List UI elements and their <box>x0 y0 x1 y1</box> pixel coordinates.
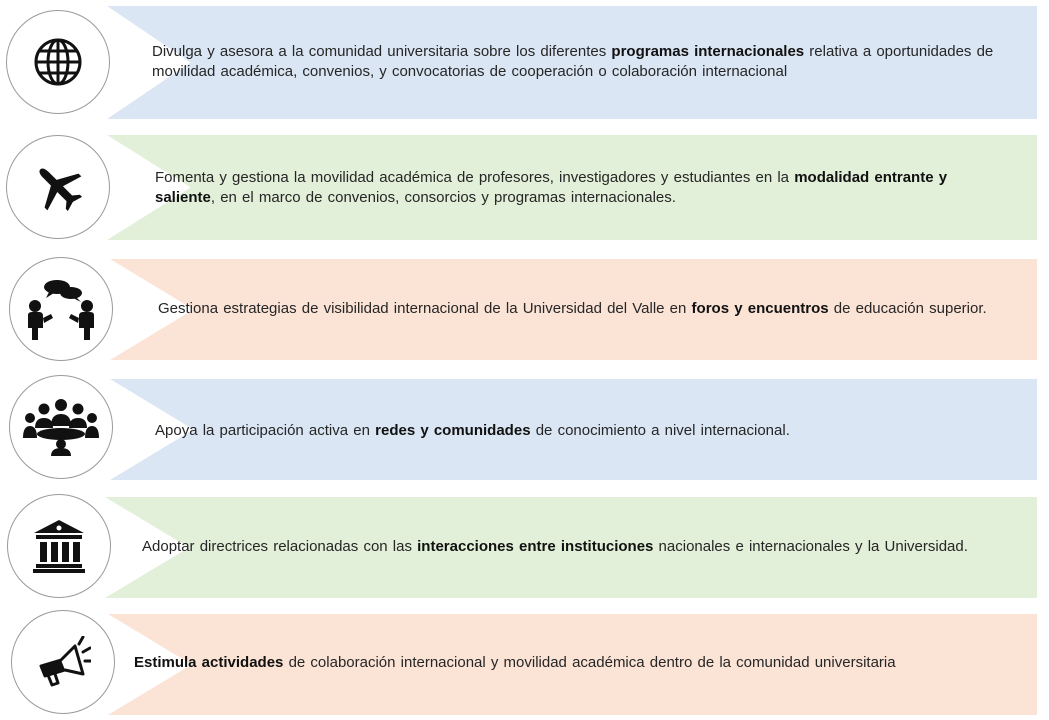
text-pre: Gestiona estrategias de visibilidad internacional de la Universidad del Valle en <box>158 300 692 317</box>
text-post: de educación superior. <box>828 300 987 317</box>
item-text <box>158 299 1028 319</box>
meeting-group-icon <box>23 398 99 456</box>
icon-circle <box>6 135 110 239</box>
text-bold: redes y comunidades <box>375 422 531 439</box>
text-bold: interacciones entre instituciones <box>417 538 654 555</box>
text-post: , en el marco de convenios, consorcios y programas internacionales. <box>210 189 676 206</box>
text-post: nacionales e internacionales y la Universidad. <box>653 538 968 555</box>
item-text <box>155 421 1025 441</box>
people-conversation-icon <box>25 278 97 340</box>
text-pre: Fomenta y gestiona la movilidad académica de profesores, investigadores y estudiantes en la <box>155 169 795 186</box>
row-redes <box>0 372 1049 487</box>
text-bold: foros y encuentros <box>691 300 829 317</box>
icon-circle <box>6 10 110 114</box>
item-text <box>155 168 995 208</box>
icon-circle <box>7 494 111 598</box>
row-programas <box>0 0 1049 125</box>
text-bold: programas internacionales <box>611 43 805 60</box>
airplane-icon <box>30 159 86 215</box>
text-post: relativa a oportunidades de movilidad académica, convenios, y convocatorias de cooperación o colaboración internacional <box>152 43 994 80</box>
row-actividades <box>0 605 1049 720</box>
item-text <box>142 537 1032 557</box>
globe-icon <box>32 36 84 88</box>
icon-circle <box>9 375 113 479</box>
row-visibilidad <box>0 252 1049 367</box>
text-post: de colaboración internacional y movilidad académica dentro de la comunidad universitaria <box>283 654 896 671</box>
text-pre: Adoptar directrices relacionadas con las <box>142 538 418 555</box>
row-movilidad <box>0 128 1049 246</box>
text-post: de conocimiento a nivel internacional. <box>530 422 790 439</box>
icon-circle <box>9 257 113 361</box>
row-interacciones <box>0 490 1049 605</box>
item-text <box>134 653 1034 673</box>
text-bold: modalidad entrante y saliente <box>155 169 948 206</box>
text-pre: Divulga y asesora a la comunidad universitaria sobre los diferentes <box>152 43 612 60</box>
megaphone-icon <box>35 636 91 688</box>
item-text <box>152 42 1022 82</box>
institution-building-icon <box>31 519 87 573</box>
text-bold: Estimula actividades <box>134 654 284 671</box>
text-pre: Apoya la participación activa en <box>155 422 376 439</box>
icon-circle <box>11 610 115 714</box>
